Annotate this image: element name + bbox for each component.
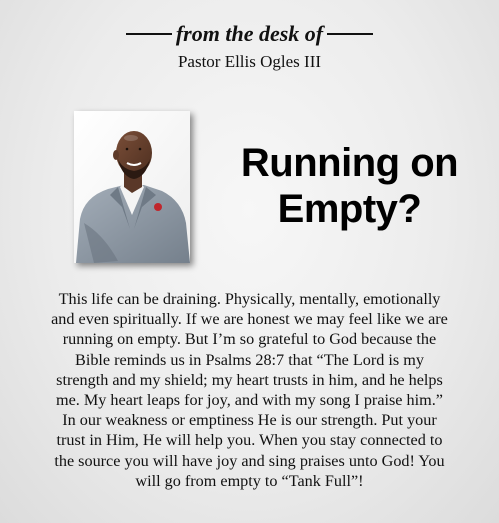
author-photo: [74, 111, 190, 263]
body-line: This life can be draining. Physically, mentally, emotionally: [58, 290, 441, 308]
left-rule: [126, 33, 172, 35]
body-line: and even spiritually. If we are honest we may feel like we are: [51, 310, 448, 329]
header: [0, 16, 499, 52]
article-body: [26, 289, 473, 491]
body-line: Bible reminds us in Psalms 28:7 that “The Lord is my: [75, 350, 424, 369]
right-rule: [327, 33, 373, 35]
body-line: running on empty. But I’m so grateful to God because the: [62, 330, 437, 349]
body-line: strength and my shield; my heart trusts in him, and he helps: [56, 370, 443, 389]
article-title: [200, 140, 499, 232]
title-line-2: Empty?: [277, 187, 422, 231]
title-line-1: Running on: [240, 141, 459, 185]
body-line: In our weakness or emptiness He is our strength. Put your: [62, 411, 437, 430]
author-name: Pastor Ellis Ogles III: [177, 52, 322, 71]
body-line: the source you will have joy and sing praises unto God! You: [54, 451, 445, 470]
body-line: will go from empty to “Tank Full”!: [135, 471, 364, 490]
body-line: trust in Him, He will help you. When you stay connected to: [56, 431, 443, 450]
body-line: me. My heart leaps for joy, and with my song I praise him.”: [56, 391, 443, 410]
from-desk-label: from the desk of: [175, 21, 324, 46]
